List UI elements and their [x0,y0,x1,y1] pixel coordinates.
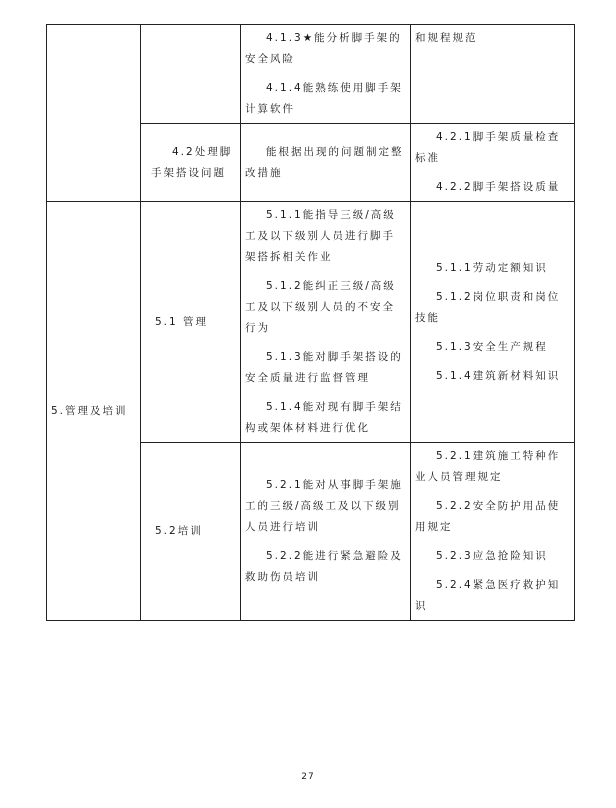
skills-cell [241,25,411,124]
function-name: 5.管理及培训 [51,404,128,417]
skill-entry: 5.1.1能指导三级/高级工及以下级别人员进行脚手架搭拆相关作业 [245,209,396,263]
knowledge-cell [411,202,575,443]
page-number: 27 [301,772,315,782]
skills-table [46,24,575,621]
knowledge-entry: 5.1.2岗位职责和岗位技能 [415,290,561,324]
knowledge-entry: 4.2.1脚手架质量检查标准 [415,131,561,164]
skills-cell [241,202,411,443]
knowledge-entry: 4.2.2脚手架搭设质量 [436,181,561,193]
skills-cell [241,443,411,621]
table-row [47,25,575,124]
unit-cell-empty [141,25,241,124]
skill-entry: 4.1.3★能分析脚手架的安全风险 [245,32,402,65]
knowledge-entry: 5.2.4紧急医疗救护知识 [415,579,561,612]
function-cell-empty [47,25,141,202]
skill-entry: 5.2.1能对从事脚手架施工的三级/高级工及以下级别人员进行培训 [245,479,403,533]
unit-name: 4.2处理脚手架搭设问题 [151,145,233,179]
skill-entry: 4.1.4能熟练使用脚手架计算软件 [245,82,403,115]
knowledge-entry: 5.2.3应急抢险知识 [436,550,548,562]
function-cell [47,202,141,621]
table-row [47,202,575,443]
knowledge-entry: 5.1.3安全生产规程 [436,340,548,353]
unit-cell [141,443,241,621]
unit-cell [141,202,241,443]
knowledge-entry: 5.2.2安全防护用品使用规定 [415,500,561,533]
knowledge-cell [411,124,575,202]
skill-entry: 5.2.2能进行紧急避险及救助伤员培训 [245,550,403,583]
knowledge-cell [411,443,575,621]
unit-cell [141,124,241,202]
skills-cell [241,124,411,202]
knowledge-entry: 5.2.1建筑施工特种作业人员管理规定 [415,450,561,483]
skill-entry: 5.1.2能纠正三级/高级工及以下级别人员的不安全行为 [245,280,396,334]
knowledge-entry: 和规程规范 [415,32,478,44]
skill-entry: 5.1.3能对脚手架搭设的安全质量进行监督管理 [245,351,403,384]
skill-entry: 能根据出现的问题制定整改措施 [245,145,404,179]
knowledge-entry: 5.1.1劳动定额知识 [436,261,548,274]
unit-name: 5.1 管理 [155,315,209,328]
knowledge-cell [411,25,575,124]
unit-name: 5.2培训 [155,525,203,537]
knowledge-entry: 5.1.4建筑新材料知识 [436,369,561,382]
skill-entry: 5.1.4能对现有脚手架结构或架体材料进行优化 [245,401,403,434]
